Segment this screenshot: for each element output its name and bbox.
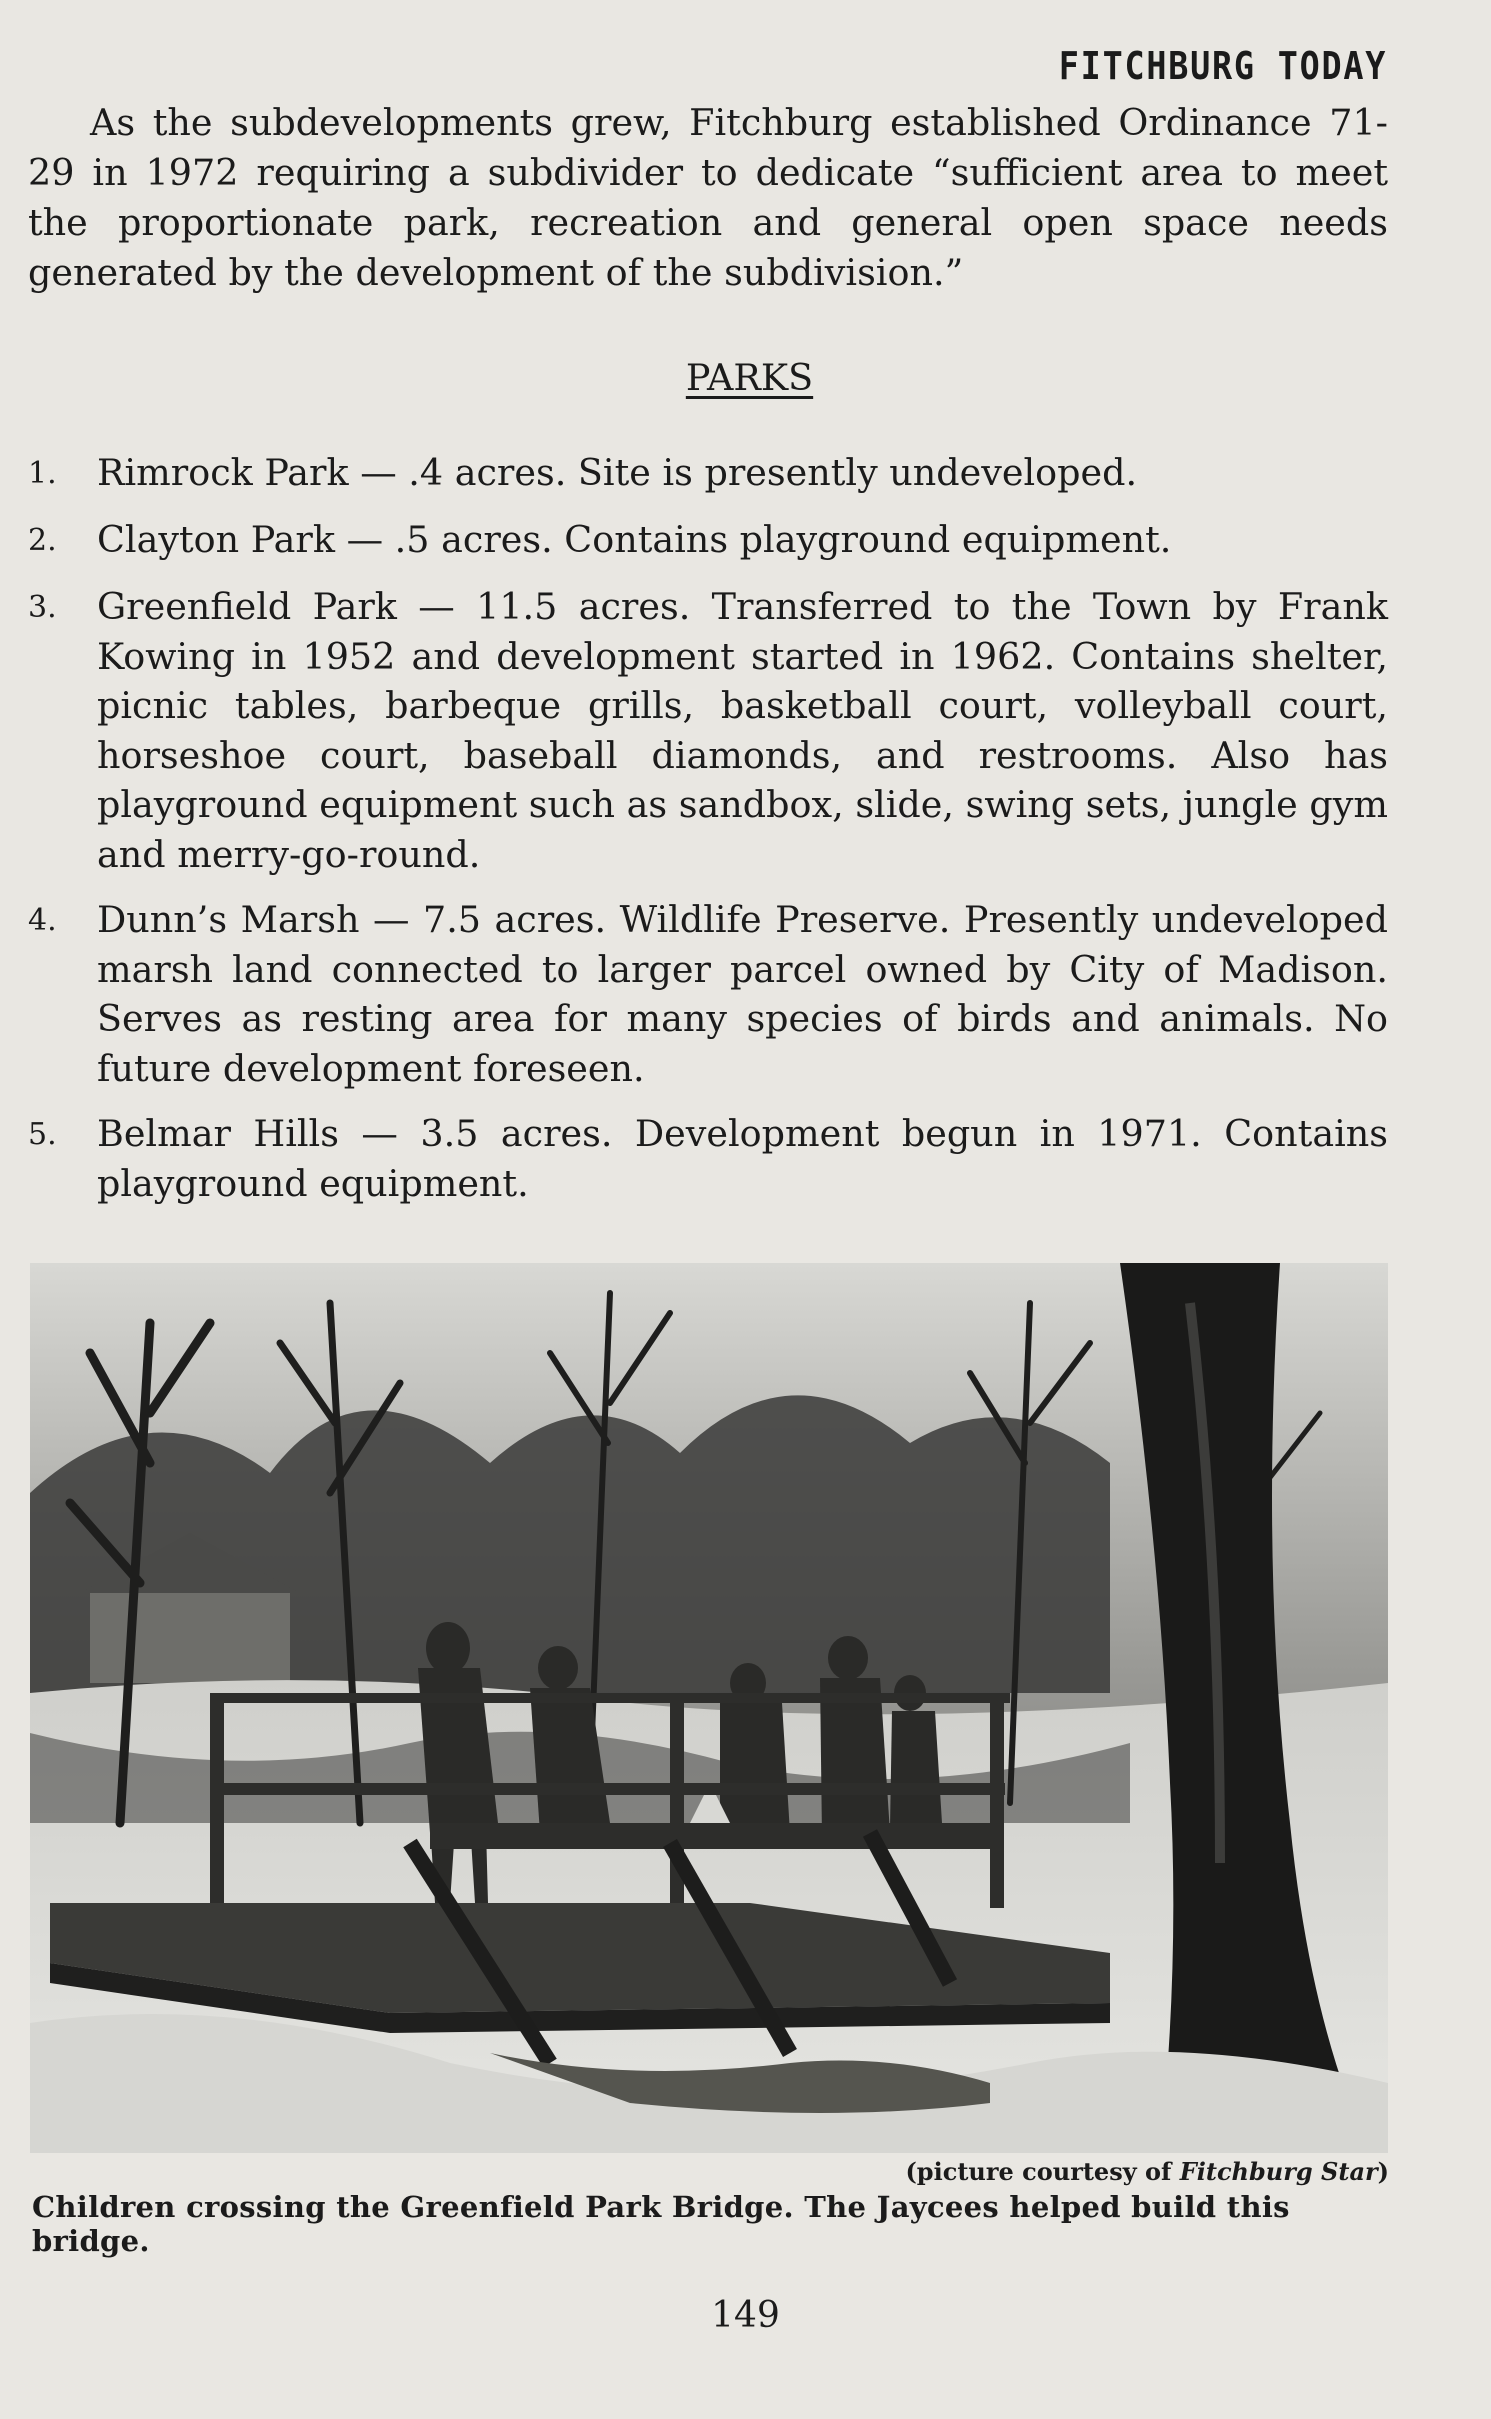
list-item-text: Dunn’s Marsh — 7.5 acres. Wildlife Preserve. Presently undeveloped marsh land connected to larger parcel owned by City of Madison. Serves as resting area for many species of birds and animals. No future development foreseen. (97, 898, 1388, 1090)
photo-credit-prefix: (picture courtesy of (905, 2157, 1180, 2186)
list-item-number: 2. (28, 523, 57, 558)
intro-paragraph: As the subdevelopments grew, Fitchburg established Ordinance 71-29 in 1972 requiring a subdivider to dedicate “sufficient area to meet the proportionate park, recreation and general open space needs generated by the development of the subdivision.” (28, 101, 1388, 294)
photo-credit-source: Fitchburg Star (1179, 2157, 1378, 2186)
list-item-number: 1. (28, 456, 57, 491)
list-item-text: Greenfield Park — 11.5 acres. Transferred to the Town by Frank Kowing in 1952 and development started in 1962. Contains shelter, picnic tables, barbeque grills, basketball court, volleyball court, horseshoe court, baseball diamonds, and restrooms. Also has playground equipment such as sandbox, slide, swing sets, jungle gym and merry-go-round. (97, 585, 1388, 876)
list-item-text: Belmar Hills — 3.5 acres. Development begun in 1971. Contains playground equipment. (97, 1112, 1388, 1205)
photo-credit-suffix: ) (1377, 2157, 1389, 2186)
bridge-photo (30, 1263, 1388, 2153)
section-heading: PARKS (685, 356, 814, 399)
parks-list (28, 448, 1388, 1224)
list-item-number: 5. (28, 1117, 57, 1152)
list-item-number: 4. (28, 903, 57, 938)
list-item (28, 895, 1388, 1093)
list-item (28, 582, 1388, 879)
list-item (28, 1109, 1388, 1208)
page-number: 149 (711, 2295, 780, 2336)
running-head: FITCHBURG TODAY (1058, 44, 1387, 88)
photo-credit (905, 2157, 1389, 2186)
list-item-text: Rimrock Park — .4 acres. Site is presently undeveloped. (97, 451, 1138, 494)
list-item (28, 515, 1388, 566)
list-item-text: Clayton Park — .5 acres. Contains playground equipment. (97, 518, 1172, 561)
list-item (28, 448, 1388, 499)
photo-caption: Children crossing the Greenfield Park Bridge. The Jaycees helped build this bridge. (32, 2190, 1290, 2258)
list-item-number: 3. (28, 590, 57, 625)
